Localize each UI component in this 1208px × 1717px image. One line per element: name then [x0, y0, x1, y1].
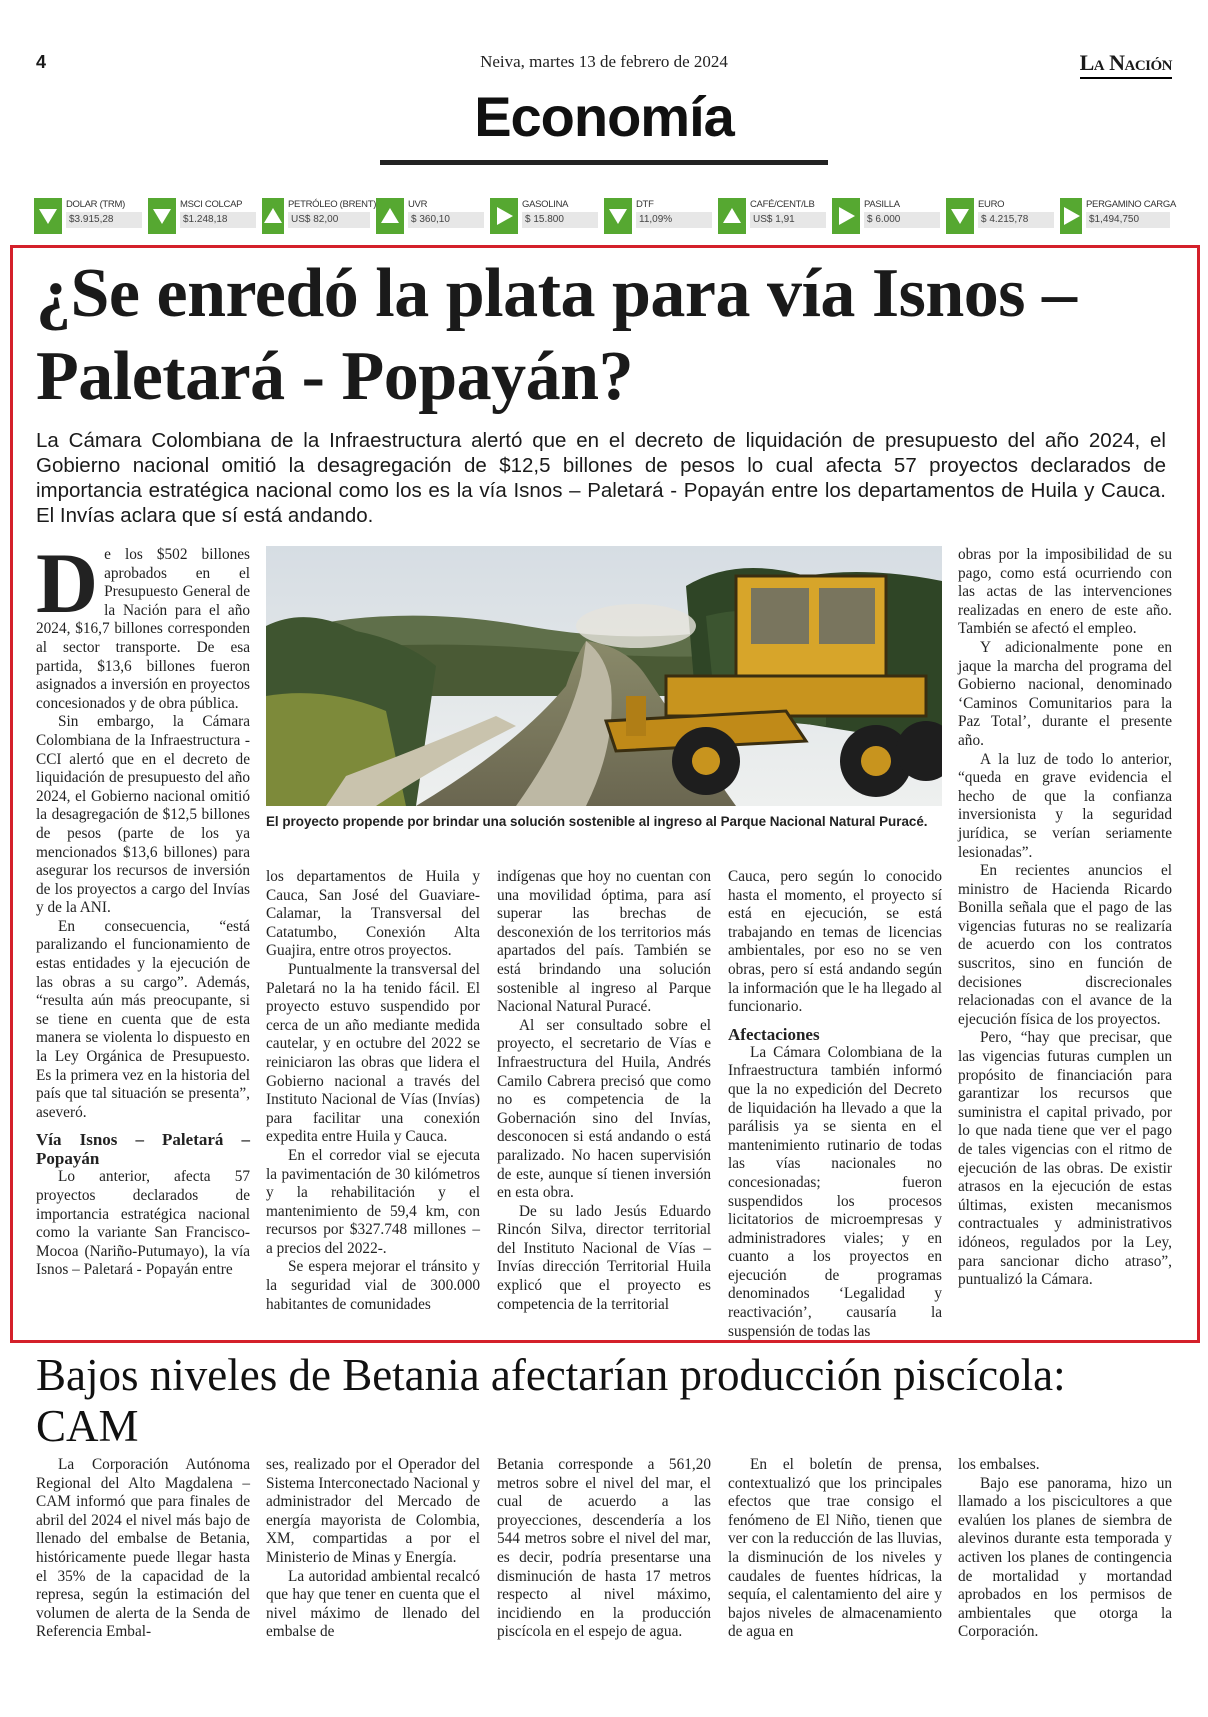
paragraph: Bajo ese panorama, hizo un llamado a los piscicultores a que evalúen los planes de siembra de alevinos durante esta temporada y activen los planes de contingencia de mortalidad y mortandad aprobados en los permisos de ambientales que otorga la Corporación.	[958, 1474, 1172, 1641]
down-arrow-icon	[946, 198, 974, 234]
right-arrow-icon	[490, 198, 518, 234]
article-headline: ¿Se enredó la plata para vía Isnos – Paletará - Popayán?	[36, 255, 1077, 415]
ticker-label: PERGAMINO CARGA	[1086, 199, 1176, 210]
ticker-label: MSCI COLCAP	[180, 199, 243, 210]
right-arrow-icon	[1060, 198, 1082, 234]
article-column-5	[958, 546, 1172, 1290]
up-arrow-icon	[262, 198, 284, 234]
paragraph: La Cámara Colombiana de la Infraestructura también informó que la no expedición del Decreto de liquidación ha llevado a que la parálisis ya se sienta en el mantenimiento rutinario de todas las vías nacionales no concesionadas; fueron suspendidos los procesos licitatorios de microempresas y administradores viales; y en cuanto a los proyectos en ejecución de programas denominados ‘Legalidad y reactivación’, causaría la suspensión de todas las	[728, 1043, 942, 1340]
drop-cap: D	[36, 535, 99, 631]
article-column-2	[266, 868, 480, 1314]
paragraph: ses, realizado por el Operador del Sistema Interconectado Nacional y administrador del Mercado de energía mayorista de Colombia, XM, compartidas a por el Ministerio de Minas y Energía.	[266, 1456, 480, 1566]
ticker-value: US$ 82,00	[288, 212, 370, 228]
ticker-item	[262, 198, 376, 234]
ticker-value: $ 4.215,78	[978, 212, 1054, 228]
article2-column-5	[958, 1456, 1172, 1642]
road-grader-photo	[266, 546, 942, 806]
subheading: Afectaciones	[728, 1024, 820, 1044]
article-column-3	[497, 868, 711, 1314]
article2-column-3	[497, 1456, 711, 1642]
paragraph: En el boletín de prensa, contextualizó que los principales efectos que trae consigo el fenómeno de El Niño, tienen que ver con la reducción de las lluvias, la disminución de los niveles y caudales de fuentes hídricas, la sequía, el calentamiento del aire y bajos niveles de almacenamiento de agua en	[728, 1456, 942, 1641]
paragraph: En el corredor vial se ejecuta la pavimentación de 30 kilómetros y la rehabilitación y el mantenimiento de 59,4 km, con recursos por $327.748 millones – a precios del 2022-.	[266, 1146, 480, 1257]
article-column-1	[36, 535, 250, 1280]
paragraph: Cauca, pero según lo conocido hasta el momento, el proyecto sí está en ejecución, se está trabajando en temas de licencias ambientales, por eso no se ven obras, pero sí está andando según la información que le ha llegado al funcionario.	[728, 868, 942, 1016]
paragraph: Sin embargo, la Cámara Colombiana de la Infraestructura - CCI alertó que en el decreto de liquidación de presupuesto del año 2024, el Gobierno nacional omitió la desagregación de $12,5 billones de pesos (parte de los ya mencionados $13,6 billones) para asegurar los recursos de inversión de los proyectos a cargo del Invías y de la ANI.	[36, 713, 250, 917]
paragraph: e los $502 billones aprobados en el Presupuesto General de la Nación para el año 2024, $16,7 billones corresponden al sector transporte. De esa partida, $13,6 billones fueron asignados a inversión en proyectos concesionados y de obra pública.	[36, 546, 250, 712]
ticker-value: $1,494,750	[1086, 212, 1170, 228]
down-arrow-icon	[604, 198, 632, 234]
ticker-value: $ 6.000	[864, 212, 940, 228]
paragraph: Pero, “hay que precisar, que las vigencias futuras cumplen un propósito de financiación para garantizar los recursos que suministra el capital privado, por lo que nada tiene que ver el pago de tales vigencias con el ritmo de ejecución de las obras. De existir atrasos en la ejecución de estas últimas, existen mecanismos contractuales y administrativos idóneos, regulados por la Ley, para sancionar dicho atraso”, puntualizó la Cámara.	[958, 1029, 1172, 1289]
article2-headline: Bajos niveles de Betania afectarían producción piscícola: CAM	[36, 1350, 1066, 1451]
masthead-logo: La Nación	[1080, 50, 1172, 79]
ticker-item	[1060, 198, 1174, 234]
ticker-item	[376, 198, 490, 234]
paragraph: Y adicionalmente pone en jaque la marcha del programa del Gobierno nacional, denominado ‘Caminos Comunitarios para la Paz Total’, durante el presente año.	[958, 638, 1172, 749]
article-photo	[266, 546, 942, 806]
article2-column-4	[728, 1456, 942, 1642]
ticker-item	[718, 198, 832, 234]
ticker-item	[946, 198, 1060, 234]
photo-caption: El proyecto propende por brindar una solución sostenible al ingreso al Parque Nacional Natural Puracé.	[266, 814, 928, 829]
up-arrow-icon	[718, 198, 746, 234]
paragraph: los departamentos de Huila y Cauca, San José del Guaviare-Calamar, la Transversal del Catatumbo, Conexión Alta Guajira, entre otros proyectos.	[266, 868, 480, 960]
paragraph: indígenas que hoy no cuentan con una movilidad óptima, para así superar las brechas de desconexión de los territorios más apartados del país. También se está brindando una solución sostenible al ingreso al Parque Nacional Natural Puracé.	[497, 868, 711, 1016]
ticker-label: PASILLA	[864, 199, 900, 210]
ticker-label: GASOLINA	[522, 199, 569, 210]
paragraph: La autoridad ambiental recalcó que hay que tener en cuenta que el nivel máximo de llenado del embalse de	[266, 1567, 480, 1641]
ticker-value: US$ 1,91	[750, 212, 826, 228]
ticker-item	[604, 198, 718, 234]
ticker-label: CAFÉ/CENT/LB	[750, 199, 815, 210]
ticker-label: DOLAR (TRM)	[66, 199, 125, 210]
paragraph: los embalses.	[958, 1456, 1040, 1473]
paragraph: Se espera mejorar el tránsito y la seguridad vial de 300.000 habitantes de comunidades	[266, 1258, 480, 1313]
subheading: Vía Isnos – Paletará – Popayán	[36, 1130, 250, 1169]
dateline: Neiva, martes 13 de febrero de 2024	[480, 52, 728, 71]
ticker-label: UVR	[408, 199, 428, 210]
ticker-label: DTF	[636, 199, 654, 210]
paragraph: La Corporación Autónoma Regional del Alto Magdalena – CAM informó que para finales de abril del 2024 el nivel más bajo de llenado del embalse de Betania, históricamente puede llegar hasta el 35% de la capacidad de la represa, según la estimación del volumen de alerta de la Senda de Referencia Embal-	[36, 1456, 250, 1641]
ticker-item	[34, 198, 148, 234]
down-arrow-icon	[148, 198, 176, 234]
paragraph: Al ser consultado sobre el proyecto, el secretario de Vías e Infraestructura del Huila, Andrés Camilo Cabrera precisó que como no es competencia de la Gobernación sino del Invías, desconocen si está andando o está paralizado. No hacen supervisión de este, aunque sí tienen inversión en esta obra.	[497, 1016, 711, 1202]
down-arrow-icon	[34, 198, 62, 234]
paragraph: De su lado Jesús Eduardo Rincón Silva, director territorial del Instituto Nacional de Vías – Invías dirección Territorial Huila explicó que el proyecto es competencia de la territorial	[497, 1202, 711, 1313]
article2-column-1	[36, 1456, 250, 1642]
section-title: Economía	[474, 85, 734, 148]
ticker-item	[832, 198, 946, 234]
paragraph: obras por la imposibilidad de su pago, como está ocurriendo con las actas de las intervenciones realizadas en enero de este año. También se afectó el empleo.	[958, 546, 1172, 638]
paragraph: Puntualmente la transversal del Paletará no la ha tenido fácil. El proyecto estuvo suspendido por cerca de un año mediante medida cautelar, y en octubre del 2022 se reiniciaron las obras que lidera el Gobierno nacional a través del Instituto Nacional de Vías (Invías) para facilitar una conexión expedita entre Huila y Cauca.	[266, 960, 480, 1146]
ticker-value: $ 360,10	[408, 212, 484, 228]
paragraph: A la luz de todo lo anterior, “queda en grave evidencia el hecho de que la confianza inversionista y la seguridad jurídica, se verían seriamente lesionadas”.	[958, 750, 1172, 861]
article-column-4	[728, 868, 942, 1341]
up-arrow-icon	[376, 198, 404, 234]
right-arrow-icon	[832, 198, 860, 234]
article-dek: La Cámara Colombiana de la Infraestructura alertó que en el decreto de liquidación de presupuesto del año 2024, el Gobierno nacional omitió la desagregación de $12,5 billones de pesos lo cual afecta 57 proyectos declarados de importancia estratégica nacional como los es la vía Isnos – Paletará - Popayán entre los departamentos de Huila y Cauca. El Invías aclara que sí está andando.	[36, 429, 1166, 527]
paragraph: Betania corresponde a 561,20 metros sobre el nivel del mar, el cual de acuerdo a las proyecciones, descendería a los 544 metros sobre el nivel del mar, es decir, podría presentarse una disminución de hasta 17 metros respecto al nivel máximo, incidiendo en la producción piscícola en el espejo de agua.	[497, 1456, 711, 1641]
paragraph: En recientes anuncios el ministro de Hacienda Ricardo Bonilla señala que el pago de las vigencias futuras no se realizaría de acuerdo con los contratos suscritos, sino en función de decisiones discrecionales relacionadas con el avance de la ejecución física de los proyectos.	[958, 862, 1172, 1028]
page-number: 4	[36, 52, 47, 72]
ticker-value: $3.915,28	[66, 212, 142, 228]
paragraph: En consecuencia, “está paralizando el funcionamiento de estas entidades y la ejecución de las obras a su cargo”. Además, “resulta aún más preocupante, si se tiene en cuenta que de esta manera se violenta lo dispuesto en la Ley Orgánica de Presupuesto. Es la primera vez en la historia del país que tal situación se presenta”, aseveró.	[36, 917, 250, 1121]
paragraph: Lo anterior, afecta 57 proyectos declarados de importancia estratégica nacional como la variante San Francisco-Mocoa (Nariño-Putumayo), la vía Isnos – Paletará - Popayán entre	[36, 1168, 250, 1279]
ticker-label: EURO	[978, 199, 1005, 210]
ticker-label: PETRÓLEO (BRENT)	[288, 199, 377, 210]
article2-column-2	[266, 1456, 480, 1642]
ticker-value: $1.248,18	[180, 212, 256, 228]
ticker-value: $ 15.800	[522, 212, 598, 228]
ticker-value: 11,09%	[636, 212, 712, 228]
ticker-item	[148, 198, 262, 234]
ticker-item	[490, 198, 604, 234]
market-ticker	[34, 198, 1174, 234]
section-rule	[380, 160, 828, 165]
